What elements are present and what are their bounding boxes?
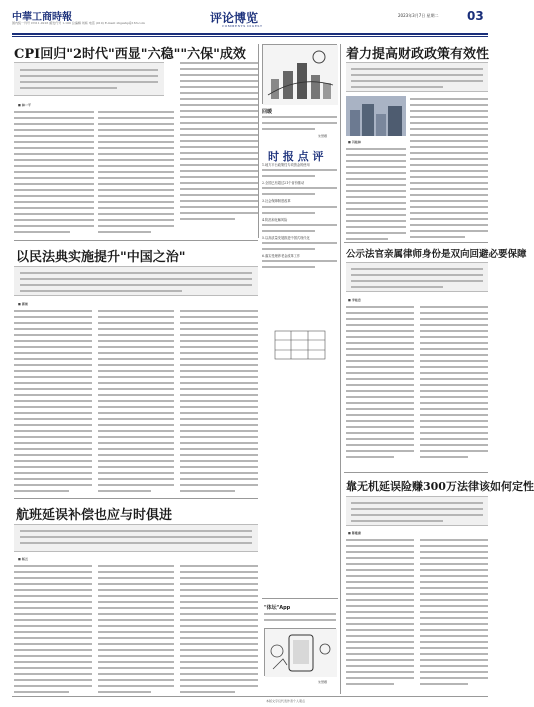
article-author: ■ 冯桂林 xyxy=(348,140,361,144)
column-divider xyxy=(340,44,341,694)
cartoon-credit: 朱慧卿 xyxy=(318,134,328,138)
header-rule xyxy=(12,33,488,35)
article-body xyxy=(14,111,94,237)
article-author: ■ 李桂忠 xyxy=(348,298,361,302)
article-lead xyxy=(14,62,164,96)
shiping-item: 6.落实受理养老金改革工作 xyxy=(262,254,301,259)
footer-note: 本版文字仅代表作者个人观点 xyxy=(266,699,306,703)
section-title: 评论博览 xyxy=(210,11,259,25)
shiping-list xyxy=(262,163,337,272)
cartoon-title: "体坛"App xyxy=(264,605,291,611)
article-lead xyxy=(346,62,488,92)
article-author: ■ 陈维康 xyxy=(348,531,361,535)
article-body xyxy=(98,565,174,697)
article-photo xyxy=(346,96,406,136)
cartoon-caption xyxy=(264,613,336,625)
article-lead xyxy=(346,262,488,292)
header-rule-thin xyxy=(12,36,488,37)
article-body xyxy=(98,111,174,237)
cartoon-image xyxy=(262,44,337,104)
shiping-header: 时 报 点 评 xyxy=(268,150,324,163)
section-divider xyxy=(344,472,488,473)
article-lead xyxy=(14,266,258,296)
section-divider xyxy=(262,598,338,599)
column-divider xyxy=(258,44,259,238)
cartoon-title: 回暖 xyxy=(262,109,273,115)
article-body xyxy=(410,98,488,242)
section-divider xyxy=(14,240,258,241)
article-body xyxy=(420,306,488,462)
article-headline: CPI回归"2时代"西显"六稳""六保"成效 xyxy=(14,47,246,62)
article-body xyxy=(14,310,92,496)
article-lead xyxy=(14,524,258,552)
article-lead xyxy=(346,496,488,526)
shiping-item: 3.社会保障制度改革 xyxy=(262,199,291,204)
article-headline: 以民法典实施提升"中国之治" xyxy=(16,250,186,265)
article-headline: 航班延误补偿也应与时俱进 xyxy=(16,508,173,523)
shiping-item: 5.以高质量发展推进中国式现代化 xyxy=(262,235,310,240)
decorative-grid xyxy=(274,330,326,360)
section-divider xyxy=(14,498,258,499)
article-body xyxy=(420,539,488,689)
article-body xyxy=(180,310,258,496)
cartoon-credit: 朱慧卿 xyxy=(318,680,328,684)
page-number: 03 xyxy=(467,9,484,23)
cartoon-caption xyxy=(262,116,337,134)
cartoon-image xyxy=(264,628,336,676)
article-author: ■ 杨云 xyxy=(18,557,28,561)
article-body xyxy=(98,310,174,496)
article-body xyxy=(346,306,414,462)
article-headline: 靠无机延误险赚300万法律该如何定性 xyxy=(346,480,534,493)
article-author: ■ 郭颂 xyxy=(18,302,28,306)
article-body xyxy=(346,148,406,244)
article-headline: 公示法官亲属律师身份是双向回避必要保障 xyxy=(346,249,527,260)
masthead-info: 国内统一刊号 CN11-0216 邮发代号 1-100 总编辑 刘杨 电话 (010) E-mail: zhgsshp@163.com xyxy=(12,21,145,25)
article-body xyxy=(346,539,414,689)
footer-rule xyxy=(12,696,488,697)
article-body xyxy=(180,565,258,697)
article-headline: 着力提高财政政策有效性 xyxy=(346,47,490,62)
section-title-en: COMMENTS DIGEST xyxy=(222,24,263,28)
shiping-item: 1.地方平台政策性专项资金的使用 xyxy=(262,163,310,167)
shiping-item: 4.防范和化解风险 xyxy=(262,217,288,222)
article-body xyxy=(180,62,258,224)
section-divider xyxy=(344,242,488,243)
issue-date: 2023年3月7日 星期二 xyxy=(398,13,439,18)
shiping-item: 2.全国已有超过21个省份推动 xyxy=(262,181,305,186)
masthead-name: 中華工商時報 xyxy=(12,12,72,23)
article-body xyxy=(14,565,92,697)
article-author: ■ 林一平 xyxy=(18,103,31,107)
